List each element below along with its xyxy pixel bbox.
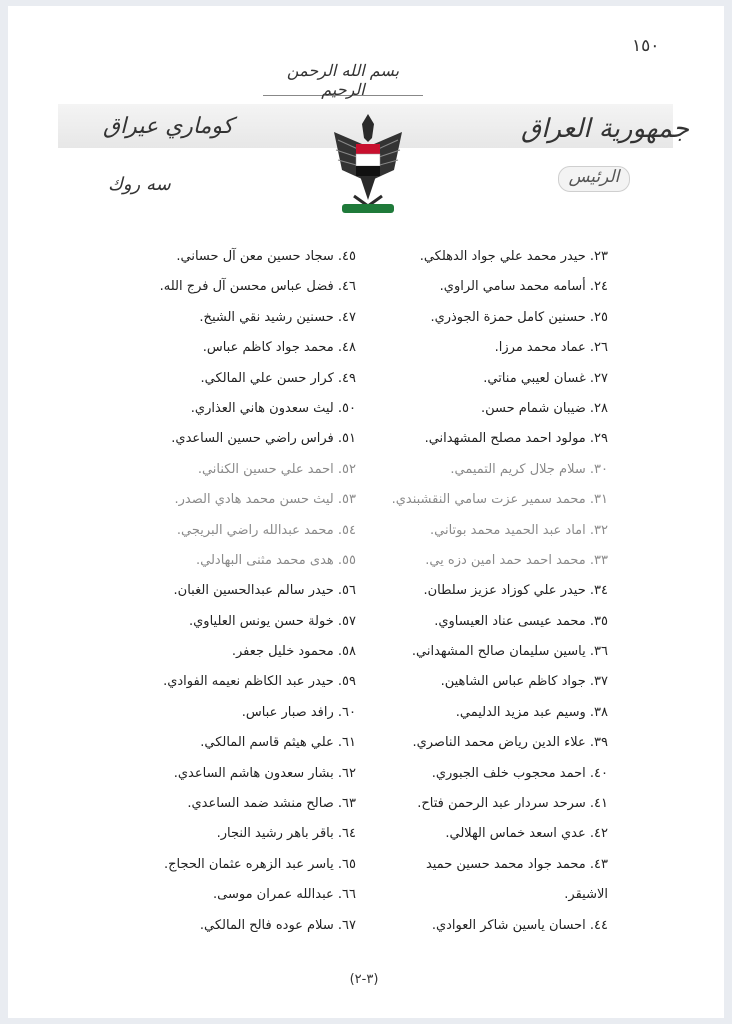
- page-number: ١٥٠: [632, 36, 660, 56]
- list-item: ٦٣. صالح منشد ضمد الساعدي.: [187, 796, 356, 812]
- list-item: ٥٨. محمود خليل جعفر.: [231, 644, 356, 660]
- list-item: ٦٤. باقر باهر رشيد النجار.: [216, 826, 356, 842]
- list-item: ٦٥. ياسر عبد الزهره عثمان الحجاج.: [163, 856, 356, 872]
- list-item: ٣٥. محمد عيسى عناد العيساوي.: [434, 613, 608, 629]
- list-item: ٦٧. سلام عوده فالح المالكي.: [199, 917, 356, 933]
- list-item: ٣٩. علاء الدين رياض محمد الناصري.: [412, 735, 608, 751]
- basmala-header: بسم الله الرحمن الرحيم: [263, 61, 423, 96]
- list-item: ٤٨. محمد جواد كاظم عباس.: [202, 340, 356, 356]
- list-item: ٤٥. سجاد حسين معن آل حساني.: [176, 249, 356, 264]
- list-item: ٥٣. ليث حسن محمد هادي الصدر.: [174, 492, 356, 508]
- list-item: ٢٨. ضيبان شمام حسن.: [481, 400, 608, 416]
- list-item: ٣٦. ياسين سليمان صالح المشهداني.: [411, 644, 608, 660]
- list-item: ٣٨. وسيم عبد مزيد الدليمي.: [455, 704, 608, 720]
- list-item: ٥٩. حيدر عبد الكاظم نعيمه الفوادي.: [163, 674, 356, 690]
- list-item: ٥٧. خولة حسن يونس العلياوي.: [189, 613, 356, 629]
- list-item: ٦٠. رافد صبار عباس.: [241, 704, 356, 720]
- list-item: الاشيقر.: [564, 887, 608, 903]
- list-item: ٤٧. حسنين رشيد نقي الشيخ.: [199, 309, 356, 325]
- list-item: ٢٧. غسان لعيبي مناتي.: [483, 370, 608, 386]
- list-item: ٦٦. عبدالله عمران موسى.: [213, 887, 356, 903]
- president-label: الرئيس: [558, 166, 630, 192]
- list-item: ٤٠. احمد محجوب خلف الجبوري.: [431, 765, 608, 781]
- footer-page-marker: (٣-٢): [349, 972, 379, 987]
- list-item: ٢٥. حسنين كامل حمزة الجوذري.: [430, 309, 608, 325]
- list-item: ٢٤. أسامه محمد سامي الراوي.: [439, 279, 608, 295]
- document-page: [8, 6, 724, 1018]
- list-item: ٤٢. عدي اسعد خماس الهلالي.: [445, 826, 608, 842]
- list-item: ٢٦. عماد محمد مرزا.: [494, 340, 608, 356]
- names-list-right: [368, 242, 608, 941]
- list-item: ٥٢. احمد علي حسين الكناني.: [197, 461, 356, 477]
- kurdish-president-label: سه روك: [108, 174, 171, 195]
- list-item: ٢٩. مولود احمد مصلح المشهداني.: [424, 431, 608, 447]
- list-item: ٣٧. جواد كاظم عباس الشاهين.: [440, 674, 608, 690]
- republic-title: جمهورية العراق: [521, 114, 689, 144]
- list-item: ٥٥. هدى محمد مثنى البهادلي.: [196, 552, 356, 568]
- list-item: ٦١. علي هيثم قاسم المالكي.: [200, 735, 356, 751]
- list-item: ٣٣. محمد احمد حمد امين دزه يي.: [425, 552, 608, 568]
- eagle-emblem-icon: [328, 110, 408, 218]
- list-item: ٣٠. سلام جلال كريم التميمي.: [450, 461, 608, 477]
- list-item: ٤٦. فضل عباس محسن آل فرج الله.: [159, 279, 356, 295]
- list-item: ٣٤. حيدر علي كوزاد عزيز سلطان.: [423, 583, 608, 599]
- list-item: ٥٠. ليث سعدون هاني العذاري.: [190, 400, 356, 416]
- list-item: ٥٤. محمد عبدالله راضي البريجي.: [176, 522, 356, 538]
- list-item: ٦٢. بشار سعدون هاشم الساعدي.: [173, 765, 356, 781]
- kurdish-republic-title: كوماري عيراق: [103, 114, 234, 139]
- list-item: ٤١. سرحد سردار عبد الرحمن فتاح.: [417, 796, 608, 812]
- list-item: ٤٤. احسان ياسين شاكر العوادي.: [431, 917, 608, 933]
- list-item: ٤٩. كرار حسن علي المالكي.: [200, 370, 356, 386]
- names-list-left: [138, 242, 356, 941]
- list-item: ٥٦. حيدر سالم عبدالحسين الغبان.: [173, 583, 356, 599]
- list-item: ٤٣. محمد جواد محمد حسين حميد: [425, 856, 608, 872]
- list-item: ٣١. محمد سمير عزت سامي النقشبندي.: [391, 492, 608, 508]
- list-item: ٥١. فراس راضي حسين الساعدي.: [171, 431, 356, 447]
- list-item: ٢٣. حيدر محمد علي جواد الدهلكي.: [419, 249, 608, 264]
- list-item: ٣٢. اماد عبد الحميد محمد بوتاني.: [429, 522, 608, 538]
